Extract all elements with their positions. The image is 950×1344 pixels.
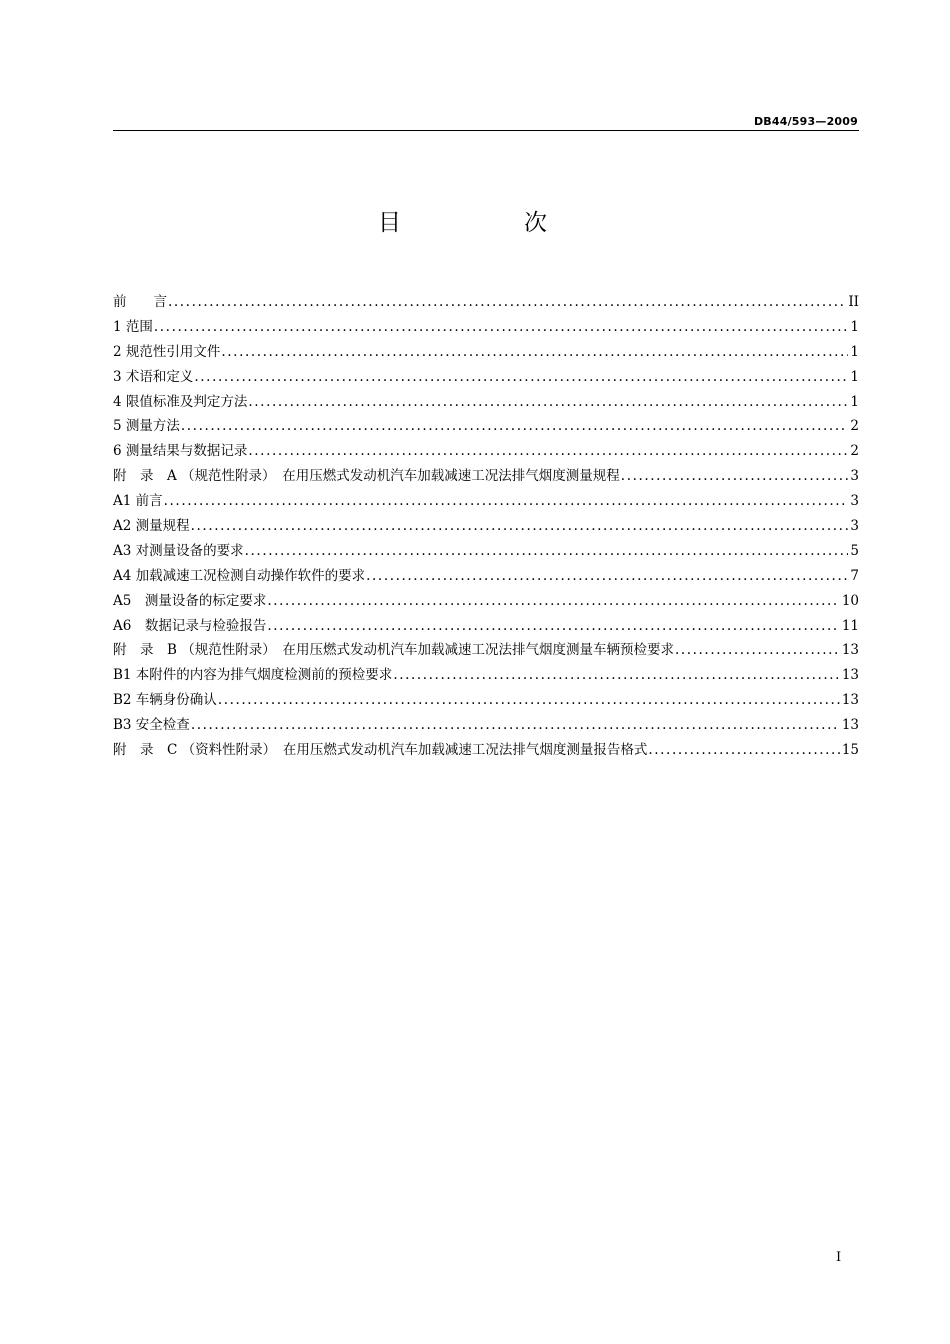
toc-entry-page: 3 (850, 468, 859, 485)
toc-entry[interactable] (113, 315, 859, 340)
toc-leader-dots (647, 738, 839, 763)
toc-entry-page: 1 (850, 343, 859, 360)
toc-entry-page: 2 (850, 418, 859, 435)
toc-entry[interactable] (113, 589, 859, 614)
toc-entry[interactable] (113, 439, 859, 464)
toc-entry-label: 附 录 A （规范性附录） 在用压燃式发动机汽车加载减速工况法排气烟度测量规程 (113, 468, 620, 485)
toc-entry-label: A2 测量规程 (113, 518, 190, 535)
toc-leader-dots (620, 464, 849, 489)
toc-leader-dots (247, 439, 848, 464)
toc-entry-page: II (848, 294, 859, 310)
toc-entry-label: B3 安全检查 (113, 717, 190, 734)
toc-entry-page: 7 (850, 567, 859, 584)
toc-leader-dots (190, 514, 849, 539)
toc-leader-dots (244, 539, 849, 564)
toc-entry[interactable] (113, 514, 859, 539)
toc-entry-label: B1 本附件的内容为排气烟度检测前的预检要求 (113, 667, 393, 684)
toc-entry-page: 11 (841, 617, 859, 634)
toc-entry-label: 前 言 (113, 294, 167, 310)
toc-entry[interactable] (113, 713, 859, 738)
toc-entry[interactable] (113, 539, 859, 564)
toc-entry-page: 3 (850, 518, 859, 535)
toc-leader-dots (220, 340, 848, 365)
toc-entry[interactable] (113, 464, 859, 489)
toc-entry[interactable] (113, 638, 859, 663)
toc-entry-page: 1 (850, 318, 859, 335)
toc-entry-page: 13 (841, 717, 859, 734)
toc-entry-page: 3 (850, 493, 859, 510)
toc-entry-page: 2 (850, 443, 859, 460)
toc-entry-label: 1 范围 (113, 318, 153, 335)
toc-entry-label: 4 限值标准及判定方法 (113, 393, 248, 410)
toc-entry-label: 6 测量结果与数据记录 (113, 443, 248, 460)
toc-leader-dots (266, 614, 839, 639)
toc-leader-dots (190, 713, 840, 738)
toc-entry[interactable] (113, 390, 859, 415)
toc-leader-dots (674, 638, 840, 663)
page-title: 目 次 (378, 210, 597, 236)
toc-entry-label: A6 数据记录与检验报告 (113, 617, 267, 634)
toc-entry-label: A3 对测量设备的要求 (113, 542, 244, 559)
toc-leader-dots (163, 489, 849, 514)
toc-leader-dots (247, 390, 848, 415)
toc-entry-label: A1 前言 (113, 493, 163, 510)
toc-entry-label: 2 规范性引用文件 (113, 343, 221, 360)
toc-entry-label: B2 车辆身份确认 (113, 692, 217, 709)
toc-entry[interactable] (113, 414, 859, 439)
toc-entry-page: 15 (841, 742, 859, 759)
toc-entry-label: 3 术语和定义 (113, 368, 194, 385)
toc-entry-label: 附 录 B （规范性附录） 在用压燃式发动机汽车加载减速工况法排气烟度测量车辆预检要求 (113, 642, 674, 659)
page-number: I (836, 1250, 842, 1265)
toc-entry[interactable] (113, 663, 859, 688)
toc-entry-page: 1 (850, 393, 859, 410)
toc-entry[interactable] (113, 340, 859, 365)
toc-entry[interactable] (113, 738, 859, 763)
toc-leader-dots (392, 663, 840, 688)
standard-code: DB44/593—2009 (753, 115, 858, 128)
toc-entry-page: 13 (841, 692, 859, 709)
toc-entry-label: 附 录 C （资料性附录） 在用压燃式发动机汽车加载减速工况法排气烟度测量报告格式 (113, 742, 648, 759)
toc-entry-page: 13 (841, 667, 859, 684)
toc-entry[interactable] (113, 688, 859, 713)
toc-entry[interactable] (113, 489, 859, 514)
toc-entry-page: 13 (841, 642, 859, 659)
toc-entry[interactable] (113, 290, 859, 315)
toc-entry[interactable] (113, 614, 859, 639)
toc-entry-page: 10 (841, 592, 859, 609)
toc-leader-dots (365, 564, 848, 589)
toc-entry-label: A5 测量设备的标定要求 (113, 592, 267, 609)
toc-leader-dots (167, 290, 846, 315)
toc-entry-page: 5 (850, 542, 859, 559)
toc-entry-label: A4 加载减速工况检测自动操作软件的要求 (113, 567, 366, 584)
toc-entry-page: 1 (850, 368, 859, 385)
toc-leader-dots (266, 589, 839, 614)
toc-leader-dots (180, 414, 849, 439)
toc-entry[interactable] (113, 365, 859, 390)
header-rule (113, 130, 859, 131)
table-of-contents (113, 290, 859, 763)
toc-entry-label: 5 测量方法 (113, 418, 180, 435)
toc-leader-dots (193, 365, 848, 390)
toc-leader-dots (217, 688, 840, 713)
toc-entry[interactable] (113, 564, 859, 589)
toc-leader-dots (153, 315, 849, 340)
